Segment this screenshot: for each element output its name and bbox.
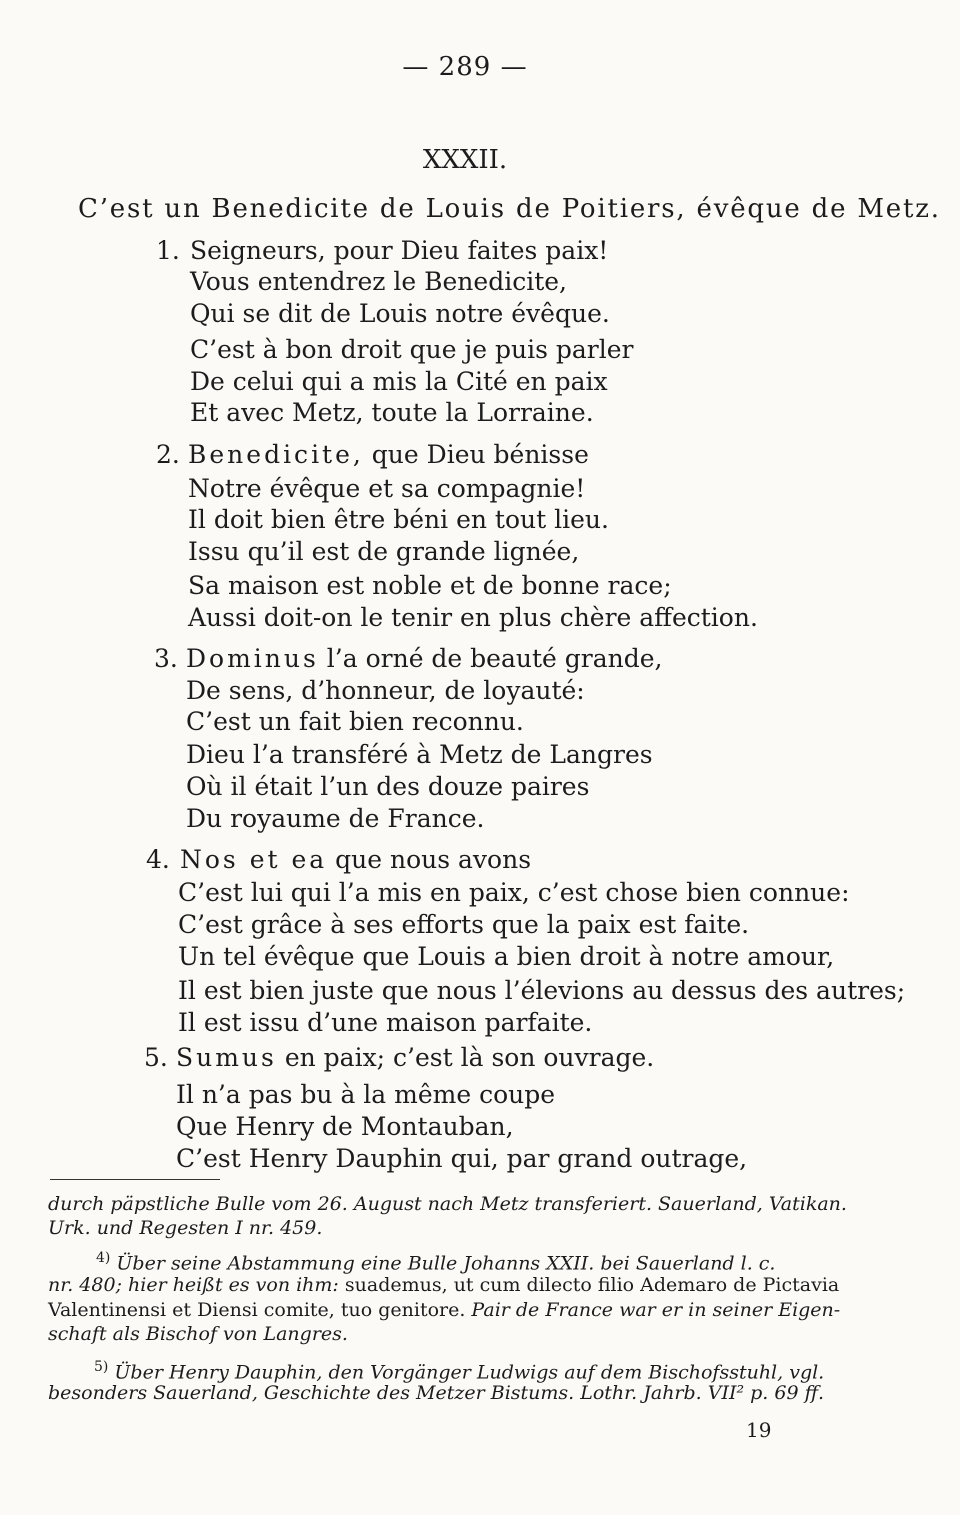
verse-line: Et avec Metz, toute la Lorraine. bbox=[190, 398, 594, 427]
footnote-continued: durch päpstliche Bulle vom 26. August nach Metz transferiert. Sauerland, Vatikan. bbox=[48, 1193, 847, 1215]
footnote-4-line: nr. 480; hier heißt es von ihm: suademus, ut cum dilecto filio Ademaro de Pictavia bbox=[48, 1274, 840, 1296]
latin-lead-word: Nos et ea bbox=[180, 845, 328, 874]
verse-line: Dieu l’a transféré à Metz de Langres bbox=[186, 740, 653, 769]
verse-first-line: Dominus l’a orné de beauté grande, bbox=[186, 644, 663, 673]
page-number: — 289 — bbox=[402, 52, 528, 82]
footnote-5: $^{5)}$ Über Henry Dauphin, den Vorgänger Ludwigs auf dem Bischofsstuhl, vgl. bbox=[94, 1359, 825, 1384]
verse-line: Notre évêque et sa compagnie! bbox=[188, 474, 586, 503]
poem-title: C’est un Benedicite de Louis de Poitiers, évêque de Metz. bbox=[78, 194, 941, 224]
verse-line: C’est un fait bien reconnu. bbox=[186, 707, 524, 736]
verse-line: Aussi doit-on le tenir en plus chère affection. bbox=[188, 603, 758, 632]
verse-first-line: Nos et ea que nous avons bbox=[180, 845, 532, 874]
footnote-marker: 5) bbox=[94, 1359, 109, 1375]
verse-line: Il est bien juste que nous l’élevions au dessus des autres; bbox=[178, 976, 906, 1005]
footnote-4: $^{4)}$ Über seine Abstammung eine Bulle Johanns XXII. bei Sauerland l. c. bbox=[96, 1250, 776, 1275]
verse-line: C’est Henry Dauphin qui, par grand outrage, bbox=[176, 1144, 748, 1173]
footnote-4-line: Valentinensi et Diensi comite, tuo genitore. Pair de France war er in seiner Eigen- bbox=[48, 1299, 841, 1321]
stanza-number: 1. bbox=[156, 236, 180, 265]
footnote-divider bbox=[50, 1179, 220, 1180]
latin-lead-word: Dominus bbox=[186, 644, 319, 673]
verse-line: Issu qu’il est de grande lignée, bbox=[188, 537, 580, 566]
section-number: XXXII. bbox=[422, 145, 508, 175]
latin-lead-word: Sumus bbox=[176, 1043, 277, 1072]
verse-line: De sens, d’honneur, de loyauté: bbox=[186, 676, 585, 705]
verse-line: Un tel évêque que Louis a bien droit à notre amour, bbox=[178, 942, 835, 971]
verse-line: Du royaume de France. bbox=[186, 804, 485, 833]
verse-line: De celui qui a mis la Cité en paix bbox=[190, 367, 608, 396]
verse-first-line: Benedicite, que Dieu bénisse bbox=[188, 440, 589, 469]
latin-lead-word: Benedicite, bbox=[188, 440, 364, 469]
stanza-number: 2. bbox=[156, 440, 180, 469]
verse-line: Vous entendrez le Benedicite, bbox=[190, 267, 567, 296]
stanza-number: 5. bbox=[144, 1043, 168, 1072]
footnote-continued: Urk. und Regesten I nr. 459. bbox=[48, 1217, 323, 1239]
footnote-marker: 4) bbox=[96, 1250, 111, 1266]
verse-first-line: Sumus en paix; c’est là son ouvrage. bbox=[176, 1043, 655, 1072]
verse-line: Que Henry de Montauban, bbox=[176, 1112, 514, 1141]
verse-line: Qui se dit de Louis notre évêque. bbox=[190, 299, 610, 328]
footnote-4-line: schaft als Bischof von Langres. bbox=[48, 1323, 348, 1345]
footnote-5-line: besonders Sauerland, Geschichte des Metzer Bistums. Lothr. Jahrb. VII² p. 69 ff. bbox=[48, 1382, 825, 1404]
verse-line: Il doit bien être béni en tout lieu. bbox=[188, 505, 609, 534]
verse-line: C’est lui qui l’a mis en paix, c’est chose bien connue: bbox=[178, 878, 850, 907]
signature-mark: 19 bbox=[746, 1418, 772, 1442]
verse-line: Il est issu d’une maison parfaite. bbox=[178, 1008, 593, 1037]
verse-line: C’est à bon droit que je puis parler bbox=[190, 335, 634, 364]
verse-line: Sa maison est noble et de bonne race; bbox=[188, 571, 672, 600]
stanza-number: 4. bbox=[146, 845, 170, 874]
verse-line: Il n’a pas bu à la même coupe bbox=[176, 1080, 556, 1109]
verse-line: Seigneurs, pour Dieu faites paix! bbox=[190, 236, 609, 265]
verse-line: Où il était l’un des douze paires bbox=[186, 772, 590, 801]
verse-line: C’est grâce à ses efforts que la paix est faite. bbox=[178, 910, 750, 939]
stanza-number: 3. bbox=[154, 644, 178, 673]
